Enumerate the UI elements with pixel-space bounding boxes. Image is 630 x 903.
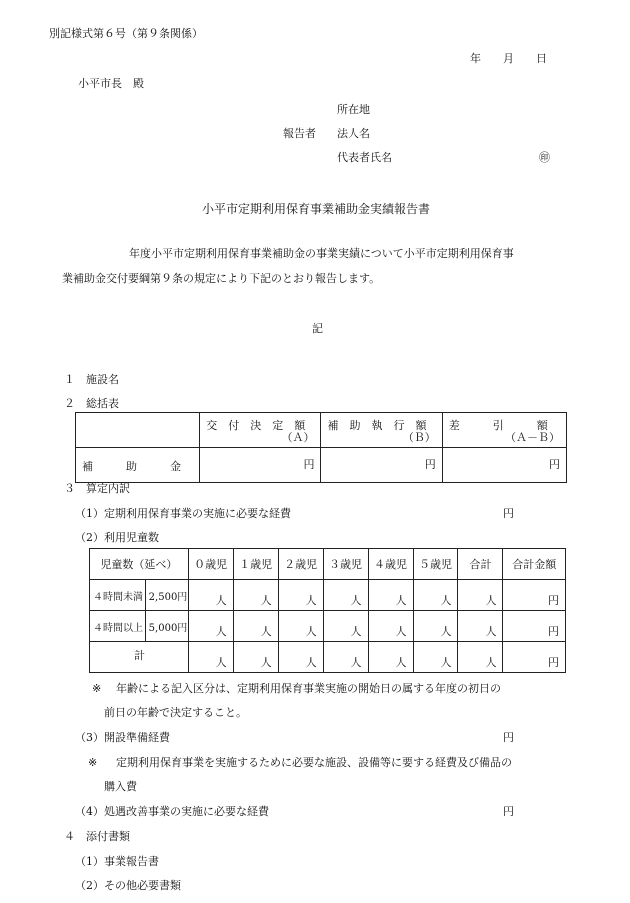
- table-row: [90, 642, 566, 673]
- section-1-facility: １ 施設名: [64, 373, 119, 386]
- seal-mark: ㊞: [539, 151, 550, 164]
- section-3-calculation: ３ 算定内訳: [64, 482, 130, 495]
- form-number: 別記様式第６号（第９条関係）: [49, 27, 203, 40]
- cell-over4h-amount[interactable]: 円: [503, 611, 566, 642]
- body-line-2: 業補助金交付要綱第９条の規定により下記のとおり報告します。: [62, 272, 381, 285]
- cell-over4h-age4[interactable]: 人: [368, 611, 413, 642]
- attachment-2: （2）その他必要書類: [75, 879, 181, 892]
- row-price-over4h: 5,000円: [145, 611, 188, 642]
- summary-header-b: 補 助 執 行 額 （Ｂ）: [321, 413, 442, 448]
- cell-over4h-age0[interactable]: 人: [188, 611, 233, 642]
- cell-under4h-total[interactable]: 人: [458, 580, 503, 611]
- section-2-summary: ２ 総括表: [64, 397, 119, 410]
- item-3-2-label: （2）利用児童数: [75, 531, 159, 544]
- cell-total-age2[interactable]: 人: [278, 642, 323, 673]
- note-2-line-2: 購入費: [104, 780, 137, 793]
- cell-under4h-age4[interactable]: 人: [368, 580, 413, 611]
- summary-value-a[interactable]: 円: [200, 448, 321, 483]
- cell-total-age1[interactable]: 人: [233, 642, 278, 673]
- rep-name-label: 代表者氏名: [337, 151, 392, 164]
- cell-total-total[interactable]: 人: [458, 642, 503, 673]
- cell-over4h-total[interactable]: 人: [458, 611, 503, 642]
- note-2-mark: ※: [88, 756, 98, 769]
- item-3-3-unit: 円: [503, 731, 514, 744]
- attachment-1: （1）事業報告書: [75, 855, 159, 868]
- table-row: [90, 580, 566, 611]
- child-header-age5: ５歳児: [413, 549, 458, 580]
- item-3-1-unit: 円: [503, 507, 514, 520]
- cell-total-age3[interactable]: 人: [323, 642, 368, 673]
- item-3-1-label: （1）定期利用保育事業の実施に必要な経費: [75, 507, 291, 520]
- child-header-total-amount: 合計金額: [503, 549, 566, 580]
- addressee: 小平市長 殿: [78, 77, 144, 90]
- address-label: 所在地: [337, 103, 370, 116]
- row-label-total: 計: [90, 642, 189, 673]
- summary-header-a: 交 付 決 定 額 （Ａ）: [200, 413, 321, 448]
- note-1-line-2: 前日の年齢で決定すること。: [104, 706, 247, 719]
- cell-under4h-age0[interactable]: 人: [188, 580, 233, 611]
- summary-blank-cell: [76, 413, 200, 448]
- child-header-age2: ２歳児: [278, 549, 323, 580]
- cell-total-age4[interactable]: 人: [368, 642, 413, 673]
- ki-mark: 記: [312, 322, 323, 335]
- cell-over4h-age1[interactable]: 人: [233, 611, 278, 642]
- body-line-1: 年度小平市定期利用保育事業補助金の事業実績について小平市定期利用保育事: [129, 247, 514, 260]
- child-header-age4: ４歳児: [368, 549, 413, 580]
- row-label-over4h: ４時間以上: [90, 611, 146, 642]
- date-line: 年 月 日: [470, 52, 547, 65]
- cell-under4h-age1[interactable]: 人: [233, 580, 278, 611]
- reporter-label: 報告者: [283, 127, 316, 140]
- cell-total-amount[interactable]: 円: [503, 642, 566, 673]
- child-header-label: 児童数（延べ）: [90, 549, 189, 580]
- cell-under4h-age3[interactable]: 人: [323, 580, 368, 611]
- summary-header-diff: 差 引 額 （Ａ－Ｂ）: [442, 413, 566, 448]
- summary-table: [75, 412, 567, 483]
- item-3-3-label: （3）開設準備経費: [75, 731, 170, 744]
- cell-under4h-age2[interactable]: 人: [278, 580, 323, 611]
- child-header-age3: ３歳児: [323, 549, 368, 580]
- cell-over4h-age5[interactable]: 人: [413, 611, 458, 642]
- item-3-4-label: （4）処遇改善事業の実施に必要な経費: [75, 805, 269, 818]
- child-header-total: 合計: [458, 549, 503, 580]
- section-4-attachments: ４ 添付書類: [64, 830, 130, 843]
- row-label-under4h: ４時間未満: [90, 580, 146, 611]
- note-2-line-1: 定期利用保育事業を実施するために必要な施設、設備等に要する経費及び備品の: [116, 756, 512, 769]
- child-count-table: [89, 548, 566, 673]
- cell-under4h-amount[interactable]: 円: [503, 580, 566, 611]
- summary-value-diff[interactable]: 円: [442, 448, 566, 483]
- row-price-under4h: 2,500円: [145, 580, 188, 611]
- cell-over4h-age2[interactable]: 人: [278, 611, 323, 642]
- child-header-age0: ０歳児: [188, 549, 233, 580]
- summary-value-b[interactable]: 円: [321, 448, 442, 483]
- note-1-line-1: 年齢による記入区分は、定期利用保育事業実施の開始日の属する年度の初日の: [116, 682, 501, 695]
- note-1-mark: ※: [92, 682, 102, 695]
- cell-total-age0[interactable]: 人: [188, 642, 233, 673]
- child-header-age1: １歳児: [233, 549, 278, 580]
- cell-under4h-age5[interactable]: 人: [413, 580, 458, 611]
- document-title: 小平市定期利用保育事業補助金実績報告書: [202, 202, 431, 216]
- corp-name-label: 法人名: [337, 127, 370, 140]
- summary-row-label: 補 助 金: [76, 448, 200, 483]
- cell-total-age5[interactable]: 人: [413, 642, 458, 673]
- table-row: [90, 611, 566, 642]
- cell-over4h-age3[interactable]: 人: [323, 611, 368, 642]
- item-3-4-unit: 円: [503, 805, 514, 818]
